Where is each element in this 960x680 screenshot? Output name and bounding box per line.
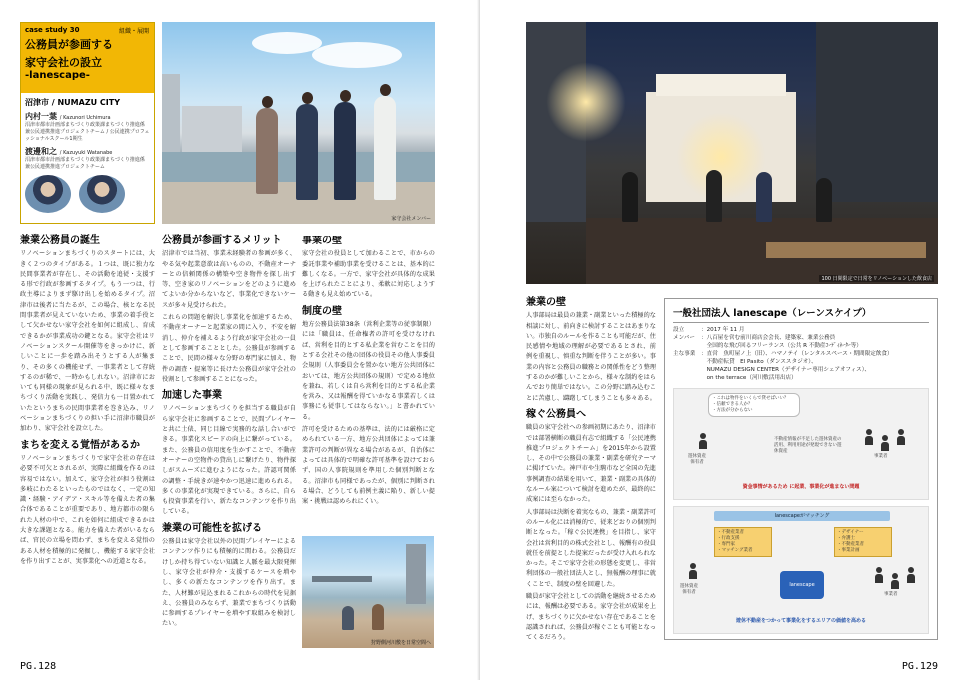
section-heading: 稼ぐ公務員へ [526,408,586,420]
person2-name: 渡邊和之 / Kazuyuki Watanabe [25,147,113,156]
building [816,22,938,202]
bridge [312,576,372,582]
text-column-3 [302,236,435,530]
lamp-glow [546,62,626,142]
org-title: 一般社団法人 lanescape（レーンスケイプ） [673,305,929,323]
matching-header: lanescapeがマッチング [714,511,890,521]
page-number: PG.129 [901,661,938,672]
person-figure [816,178,832,222]
body-paragraph: 沼津市では当初、事業未経験者の参画が多く、やる気や起業意欲は高いものの、不動産オーナーとの信頼関係の構築や空き物件を探し出す等、空き家のリノベーションをどのように進めてよいか分からないなど、事業化できないケースが多々見受けられた。 [162,250,296,309]
city-label: 沼津市 / NUMAZU CITY [25,98,121,107]
concern-bubble: ・これは物件をいくらで貸せばいい？ ・信頼できる人か？ ・方法が分からない [708,393,800,417]
owner-person-icon [698,433,708,449]
section-heading: 兼業の壁 [526,297,566,308]
business-person-icon [896,429,906,445]
photo-caption: 100 日間限定で日常をリノベーションした飲食店 [821,276,932,282]
person-figure [756,172,772,222]
case-study-label: case study 30 [25,26,80,34]
business-person-icon [874,567,884,583]
org-row: NUMAZU DESIGN CENTER（デザイナー専用シェアオフィス）、 [701,367,871,373]
person1-name: 内村一葉 / Kazunori Uchimura [25,112,111,121]
person-figure [372,604,384,630]
building [182,106,242,154]
section-heading: 事業の壁 [302,236,342,246]
right-page [480,0,960,680]
business-person-icon [906,567,916,583]
person-head [340,90,351,102]
body-paragraph: 公務員は家守会社以外の民間プレイヤーによるコンテンツ作りにも積極的に関わる。公務員だけしか持ち得ていない知識と人脈を最大限発揮し、家守会社が仲介・支援するケースを増やし、多くの新たなコンテンツを作り出す。また、人材難が見込まれるこれからの時代を見据え、公務員のみならず、兼業でまちづくり活動に参画するプレイヤーを増やす取組みを検討したい。 [162,538,296,628]
person-figure [296,104,318,200]
section-heading: まちを変える覚悟があるか [20,439,140,451]
org-row: on the terrace（河川敷活用出店） [701,375,797,381]
article-title-line1: 公務員が参画する [25,38,113,51]
text-column-right [526,298,656,646]
support-box-right: ・デザイナー ・弁護士 ・不動産業者 ・事業計画 [834,527,892,557]
article-title-line2: 家守会社の設立 [25,56,102,69]
photo-caption: 家守会社メンバー [391,216,431,222]
body-paragraph: 人事部局は決断を着実なもの、兼業・副業許可のルール化には消極的で、従来どおりの個別判断となった。「稼ぐ公民連携」を目指し、家守会社は営利目的の株式会社とし、報酬有の役員就任を前提とした提案だったが受け入れられなかった。そこで家守会社の形態を変更し、非営利団体の一般社団法人とし、無報酬の理事に就くことで、制度の壁を回避した。 [526,508,656,588]
person-figure [706,170,722,222]
title-header [21,23,154,93]
body-paragraph: 職員が家守会社としての活動を継続させるためには、報酬は必要である。家守会社が成果を上げ、まちづくりに欠かせない存在であることを認識されれば、公務員が稼ぐことも可能となってくるだろう。 [526,593,656,642]
avatar [79,175,125,213]
organization-info-box [664,298,938,640]
avatar [25,175,71,213]
section-heading: 制度の壁 [302,305,342,317]
owner-label: 遊休資産 保有者 [680,584,698,595]
org-row: 全国的な飛び回るフリーランス（公共 R 不動産ｺｰﾃﾞｨﾈｰﾀｰ等） [701,343,862,349]
body-paragraph: リノベーションまちづくりを担当する職員が自ら家守会社に参画することで、民間プレイヤーと共に土俵、同じ目線で実務的な話し合いができる。事業化スピードの向上に繋がっている。また、公務員の信用度を生かすことで、不動産オーナーの空物件の貸出しに繋げたり、物件探しがスムーズに進むようになった。許認可関係の調整・手続きが速やかつ迅速に進められる。多くの事業化が実現できている。さらに、自らも投資事業を行い、新たなコンテンツを作り出している。 [162,405,296,516]
body-paragraph: 地方公務員法第38条（営利企業等の従事制限）には「職員は、任命権者の許可を受けなければ、営利を目的とする私企業を営むことを目的とする会社その他の団体の役員その他人事委員会規則（人事委員会を置かない地方公共団体においては、地方公共団体の規則）で定める地位を兼ね、若しくは自ら営利を目的とする私企業を営み、又は報酬を得ていかなる事業若しくは事務にも従事してはならない。」と書かれている。 [302,321,435,421]
person1-romaji: / Kazunori Uchimura [59,115,111,121]
body-paragraph: 人事部局は最員の兼業・副業といった積極的な相談に対し、前向きに検討することはあまりない。市独自のルールを作ることも可能だが、住民感情や地域の理解が必要であるとされ、前例を重視し、慎重な判断を伴うことが多い。事業の内容と公務員の職務との関係性をどう整理するのかが難しいことから、様々な制約をはらんでおり簡単ではない。この分野に踏み込むことに苦慮し、躊躇してしまうことも多々ある。 [526,312,656,402]
problem-banner: 資金事情があるため に起業、事業化が進まない問題 [742,484,860,490]
owner-person-icon [688,563,698,579]
section-heading: 兼業の可能性を拡げる [162,522,262,534]
wooden-bench [766,242,926,258]
case-study-title-box [20,22,155,224]
person-figure [622,172,638,222]
middle-note: 不動産情報が不足した遊休資産の活用、利用用途が発現できない遊休資産 [774,437,842,454]
problem-diagram [673,388,929,500]
org-row: メンバー ：八百屋を営む前川商店会会長、建築家、兼業公務員 [673,335,836,341]
article-subtitle: -lanescape- [25,70,90,81]
person-head [262,96,273,108]
business-person-icon [864,429,874,445]
business-person-icon [880,435,890,451]
business-person-icon [890,573,900,589]
section-heading: 公務員が参画するメリット [162,235,282,246]
org-row: 主な事業 ：直営 魚町屋ノ上（旧）、ハマノテイ（レンタルスペース・期間限定飲食） [673,351,893,357]
person2-romaji: / Kazuyuki Watanabe [59,150,113,156]
night-cafe-photo [526,22,938,284]
photo-caption: 狩野側河川敷を日常空間へ [370,640,431,646]
person2-role: 沼津市都市計画部まちづくり政策課まちづくり推進係 兼公民連携推進プロジェクトチーム [25,157,145,170]
owner-label: 遊休資産 保有者 [688,454,706,465]
body-paragraph: 職員の家守会社への参画初期にあたり、沼津市では部署横断の職員有志で組織する「公民連携推進プロジェクトチーム」を2015年から設置し、その中で公務員の兼業・副業を研究テーマに掲げていた。神戸市や生駒市など全国の先進事例調査の結果を用いて、兼業・副業の具体的なルール案について検討を進めたが、最終的に成案には至らなかった。 [526,424,656,504]
members-photo [162,22,435,224]
body-paragraph: リノベーションまちづくりのスタートには、大きく２つのタイプがある。１つは、既に独力な民間事業者が存在し、その活動を追従・支援する形で行政が参画するタイプ。もう一つは、行政主導によりまず駆け出しを始めるタイプ。沼津市は後者に当たるが、この場合、核となる民間事業者が見えていないため、事業の着手役として欠かせない家守会社を如何に組成し、育成できるかが事業成功の鍵となる。家守会社はリノベーションスクール開催等をきっかけに、新しいことに一歩を踏み出そうとする人が集まり、その多くの機能せず、一事業者として存続するのが稀で、一時かもしれない。沼津市においても同様の現象が見られる中、既に様々なまちづくり活動を実践し、発信力も一目置かれていたというまちの民間事業者を巻き込み、リノベーションまちづくりの担い手に沼津市職員が加わり、家守会社を設立した。 [20,250,155,433]
body-paragraph: 家守会社の役員として加わることで、市からの委託事業や補助事業を受けることは、基本的に難しくなる。一方で、家守会社が具体的な成果を上げられたことにより、柔軟に対応しようする動きも見え始めている。 [302,250,435,299]
business-label: 事業者 [874,454,888,459]
lanescape-hub: lanescape [780,571,824,599]
cloud [252,32,322,54]
person1-role: 沼津市都市計画部まちづくり政策課まちづくり推進係 兼公民連携推進プロジェクトチーム / 公民連携プロフェッショナルスクール1期生 [25,122,150,142]
org-row: 不動産転貸 El Pasito（ダンススタジオ）、 [701,359,817,365]
person-figure [256,108,278,194]
business-label: 事業者 [884,592,898,597]
person-figure [374,96,396,200]
case-category: 組織・展開 [118,28,149,35]
person-figure [342,606,354,630]
person-head [380,84,391,96]
body-paragraph: リノベーションまちづくりで家守会社の存在は必要不可欠とされるが、実際に組織を作るのは容易ではない。加えて、家守会社が担う役割は多岐にわたるといったものではなく、一定の知識・経験・アイデア・スキル等を備えた者の集合体であることが重要であり、地方都市の限られた人材の中で、これを如何に組成できるかは大きな課題となる。能力を備えた者がいるならば、官民の立場を問わず、まちを変える覚悟のある人材を積極的に発掘し、機能する家守会社を作り出すことが、実事業化への近道となる。 [20,454,155,565]
text-column-1 [20,236,155,569]
portrait-row [25,175,150,213]
title-body [21,93,154,217]
text-column-2 [162,236,296,632]
cloud [312,42,402,68]
body-paragraph: これらの問題を解決し事業化を加速するため、不動産オーナーと起業家の間に入り、不安を解消し、仲介を補えるよう行政が家守会社の一員として参画することとした。公務員が参画することで、民間の様々な分野の専門家に加え、物件の調査・提案等に長けた公務員が家守会社の役割として参画することになった。 [162,314,296,383]
riverside-photo [302,536,434,648]
person-head [302,92,313,104]
building [406,544,426,604]
page-number: PG.128 [20,661,57,672]
section-heading: 兼業公務員の誕生 [20,235,100,246]
org-row: 設立 ：2017 年 11 月 [673,327,745,333]
building [162,74,180,154]
body-paragraph: 許可を受けるための基準は、法的には厳格に定められている一方、地方公共団体によっては兼業許可の判断が異なる場合があるが、自治体によっては具体的で明確な許可基準を設けておらず、国の人事院規則を準用した個別判断となる。沼津市も同様であったが、個別に判断される場合、どうしても前例主義に陥り、新しい提案・挑戦は認められにくい。 [302,426,435,506]
cafe-roof [656,74,786,96]
section-heading: 加速した事業 [162,390,222,402]
org-details [673,326,929,382]
matching-diagram [673,506,929,634]
support-box-left: ・不動産業者 ・行政支援 ・専門家 ・マッチング業者 [714,527,772,557]
person-figure [334,102,356,200]
goal-banner: 遊休不動産をつかって事業化をするエリアの価値を高める [735,618,866,624]
